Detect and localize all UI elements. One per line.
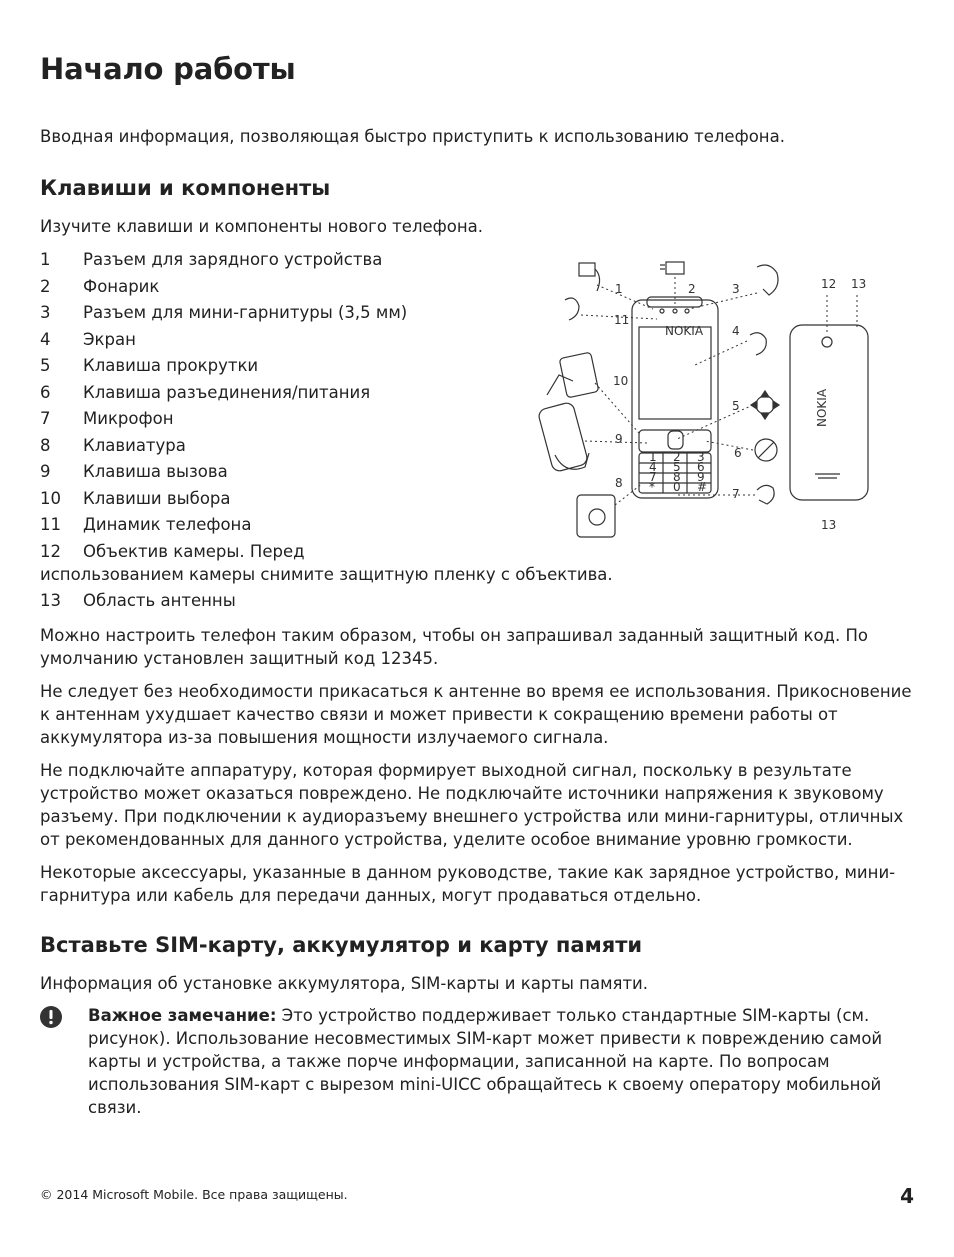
phone-brand-back: NOKIA: [815, 388, 829, 427]
callout-label: 9: [615, 432, 623, 446]
keypad-key: #: [697, 480, 708, 494]
keypad-key: 0: [673, 480, 681, 494]
item-label: Клавиша вызова: [83, 462, 228, 481]
keypad-key: 9: [697, 470, 705, 484]
headset-port-icon: [685, 309, 689, 313]
paragraph: Не подключайте аппаратуру, которая формирует выходной сигнал, поскольку в результате устройство может оказаться повреждено. Не подключайте источники напряжения к звуковому разъему. При подключении к аудиоразъему внешнего устройства или мини-гарнитуры, отличных от рекомендованных для данного устройства, уделите особое внимание уровню громкости.: [40, 761, 904, 849]
page-number: 4: [900, 1184, 914, 1208]
keypad-finger-icon: [577, 495, 615, 537]
item-label: Микрофон: [83, 409, 174, 428]
item-number: 12: [40, 541, 61, 561]
paragraph: Можно настроить телефон таким образом, чтобы он запрашивал заданный защитный код. По умолчанию установлен защитный код 12345.: [40, 626, 868, 668]
paragraph: Не следует без необходимости прикасаться к антенне во время ее использования. Прикосновение к антеннам ухудшает качество связи и может привести к сокращению времени работы от аккумулятора из-за повышения мощности излучаемого сигнала.: [40, 682, 912, 747]
callout-label: 12: [821, 277, 837, 291]
phone-diagram: [535, 255, 875, 555]
item-number: 11: [40, 515, 61, 534]
callout-label: 8: [615, 476, 623, 490]
sim-intro: Информация об установке аккумулятора, SIM-карты и карты памяти.: [40, 974, 649, 993]
item-label: Клавиши выбора: [83, 488, 231, 508]
keypad-key: 6: [697, 460, 705, 474]
keys-heading: Клавиши и компоненты: [40, 176, 331, 200]
callout-label: 4: [732, 324, 740, 338]
list-item: [40, 487, 613, 514]
callout-label: 7: [732, 487, 740, 501]
list-item: [40, 589, 613, 616]
item-label: Область антенны: [83, 590, 236, 610]
camera-lens-icon: [822, 337, 832, 347]
callout-label: 5: [732, 399, 740, 413]
list-item: [40, 540, 613, 586]
keys-intro: Изучите клавиши и компоненты нового телефона.: [40, 217, 483, 236]
call-key-hand-icon: [537, 401, 589, 472]
scroll-arrows-icon: [751, 391, 779, 419]
headset-person-icon: [757, 265, 778, 295]
callout-label: 1: [615, 282, 623, 296]
ear-speaker-icon: [565, 298, 579, 320]
power-key-icon: [755, 439, 777, 461]
phone-screen: [639, 327, 711, 419]
callout-label: 3: [732, 282, 740, 296]
keypad-key: 2: [673, 450, 681, 464]
callout-label: 10: [613, 374, 629, 388]
callout-label: 11: [614, 313, 630, 327]
list-item: [40, 513, 613, 540]
keypad-key: 4: [649, 460, 657, 474]
list-item: [40, 407, 613, 434]
item-number: 5: [40, 356, 51, 375]
item-number: 2: [40, 276, 51, 296]
speaker-icon: [660, 309, 664, 313]
item-label: Клавиша прокрутки: [83, 356, 259, 375]
item-number: 3: [40, 303, 51, 322]
flashlight-accessory-icon: [666, 262, 684, 274]
list-item: [40, 328, 613, 355]
keypad-key: *: [649, 480, 655, 494]
components-list: [40, 248, 613, 615]
paragraph: Некоторые аксессуары, указанные в данном руководстве, такие как зарядное устройство, мини-гарнитура или кабель для передачи данных, могут продаваться отдельно.: [40, 863, 896, 905]
keypad-key: 5: [673, 460, 681, 474]
callout-label: 2: [688, 282, 696, 296]
item-number: 13: [40, 590, 61, 610]
footer-copyright: © 2014 Microsoft Mobile. Все права защищены.: [40, 1187, 348, 1202]
note-label: Важное замечание:: [88, 1006, 277, 1025]
scroll-key-icon: [668, 431, 683, 449]
list-item: [40, 248, 613, 275]
item-number: 6: [40, 382, 51, 402]
list-item: [40, 354, 613, 381]
note-text: [88, 1004, 918, 1119]
item-label: Разъем для зарядного устройства: [83, 250, 383, 269]
warning-icon: [40, 1006, 62, 1028]
item-label: Динамик телефона: [83, 515, 252, 534]
keypad-key: 1: [649, 450, 657, 464]
item-label-continuation: использованием камеры снимите защитную пленку с объектива.: [40, 564, 613, 584]
item-label: Фонарик: [83, 276, 160, 296]
item-number: 7: [40, 409, 51, 428]
item-label: Клавиатура: [83, 435, 186, 455]
callout-label: 6: [734, 446, 742, 460]
item-number: 4: [40, 329, 51, 349]
charger-cable-icon: [595, 269, 600, 291]
item-label: Экран: [83, 329, 136, 349]
note-body: Это устройство поддерживает только стандартные SIM-карты (см. рисунок). Использование несовместимых SIM-карт может привести к повреждению самой карты и устройства, а также порче информации, записанной на карте. По вопросам использования SIM-карт с вырезом mini-UICC обращайтесь к своему оператору мобильной связи.: [88, 1006, 883, 1117]
callout-label: 13: [821, 518, 837, 532]
page-title: Начало работы: [40, 52, 296, 86]
charger-icon: [579, 263, 595, 276]
list-item: [40, 434, 613, 461]
callout-label: 13: [851, 277, 867, 291]
item-label: Объектив камеры. Перед: [83, 541, 305, 561]
keypad-key: 8: [673, 470, 681, 484]
phone-brand-front: NOKIA: [665, 324, 704, 338]
item-number: 9: [40, 462, 51, 481]
microphone-user-icon: [757, 485, 774, 504]
selection-keys-hand-icon: [547, 352, 599, 398]
item-label: Клавиша разъединения/питания: [83, 382, 371, 402]
screen-user-icon: [750, 333, 766, 355]
sim-heading: Вставьте SIM-карту, аккумулятор и карту памяти: [40, 933, 643, 957]
intro-paragraph: Вводная информация, позволяющая быстро приступить к использованию телефона.: [40, 127, 785, 146]
keypad-key: 7: [649, 470, 657, 484]
list-item: [40, 381, 613, 408]
item-number: 1: [40, 250, 51, 269]
keypad-key: 3: [697, 450, 705, 464]
list-item: [40, 460, 613, 487]
flashlight-icon: [673, 309, 677, 313]
list-item: [40, 301, 613, 328]
item-number: 10: [40, 488, 61, 508]
item-label: Разъем для мини-гарнитуры (3,5 мм): [83, 303, 408, 322]
list-item: [40, 275, 613, 302]
item-number: 8: [40, 435, 51, 455]
